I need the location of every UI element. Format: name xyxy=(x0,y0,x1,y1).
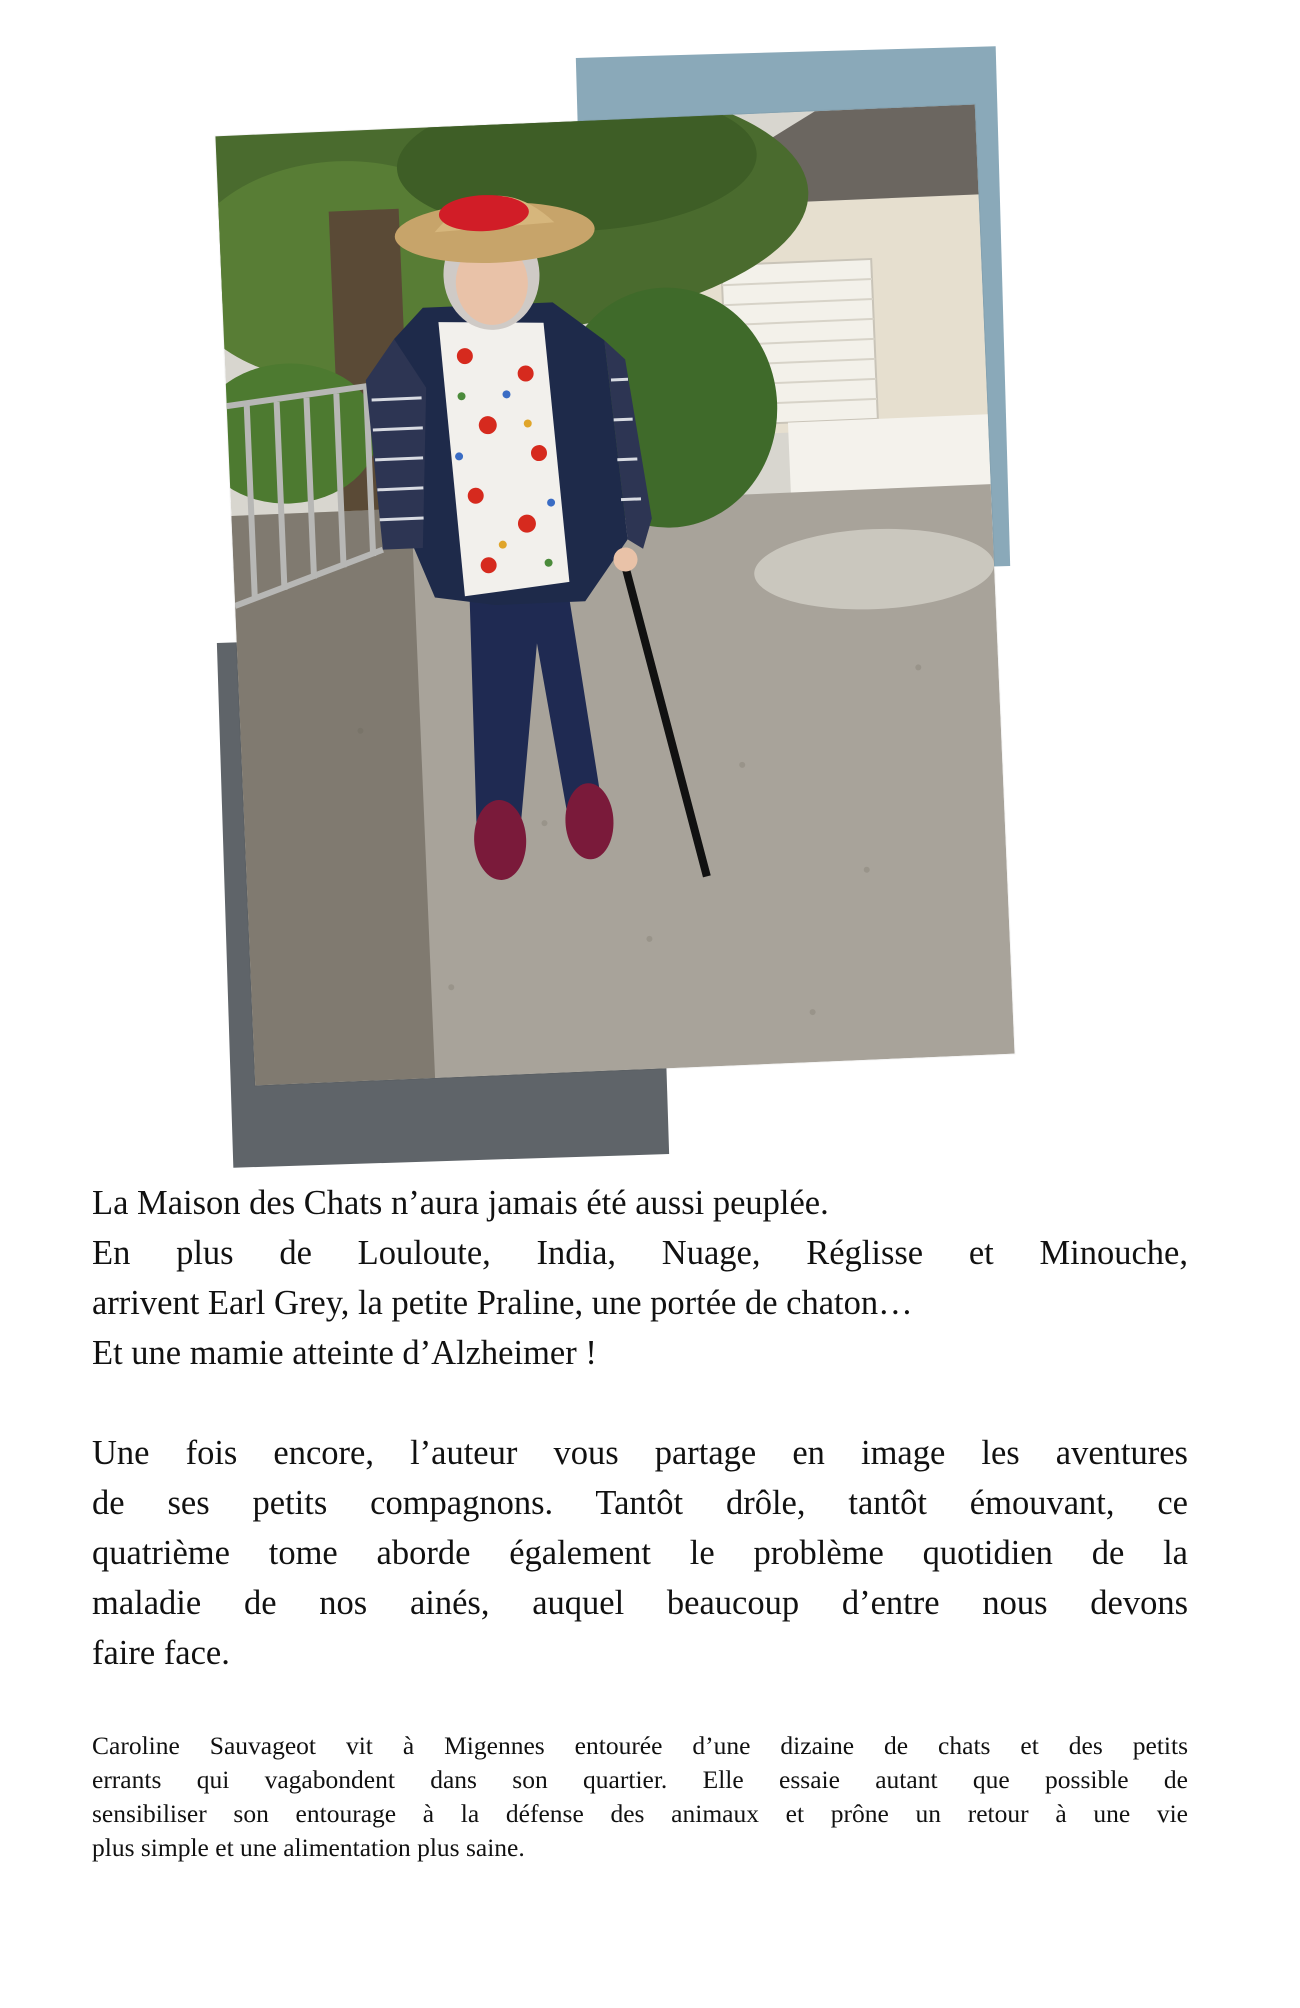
intro-line: arrivent Earl Grey, la petite Praline, une portée de chaton… xyxy=(92,1284,913,1322)
summary-line: Une fois encore, l’auteur vous partage en image les aventures xyxy=(92,1434,1188,1472)
summary-line: maladie de nos ainés, auquel beaucoup d’entre nous devons xyxy=(92,1584,1188,1622)
intro-line: La Maison des Chats n’aura jamais été aussi peuplée. xyxy=(92,1184,829,1222)
author-bio-line: errants qui vagabondent dans son quartier. Elle essaie autant que possible de xyxy=(92,1765,1188,1794)
elderly-woman-with-cane-photo xyxy=(215,105,1014,1086)
intro-paragraph xyxy=(92,1178,1188,1378)
intro-line: En plus de Louloute, India, Nuage, Réglisse et Minouche, xyxy=(92,1234,1188,1272)
author-bio-line: sensibiliser son entourage à la défense des animaux et prône un retour à une vie xyxy=(92,1799,1188,1828)
summary-line: de ses petits compagnons. Tantôt drôle, tantôt émouvant, ce xyxy=(92,1484,1188,1522)
summary-paragraph xyxy=(92,1428,1188,1678)
summary-line: quatrième tome aborde également le problème quotidien de la xyxy=(92,1534,1188,1572)
author-bio-line: Caroline Sauvageot vit à Migennes entourée d’une dizaine de chats et des petits xyxy=(92,1731,1188,1760)
summary-line: faire face. xyxy=(92,1634,230,1672)
intro-line: Et une mamie atteinte d’Alzheimer ! xyxy=(92,1334,597,1372)
author-bio-paragraph xyxy=(92,1729,1188,1865)
author-bio-line: plus simple et une alimentation plus saine. xyxy=(92,1833,525,1862)
photo-illustration xyxy=(215,105,1014,1086)
